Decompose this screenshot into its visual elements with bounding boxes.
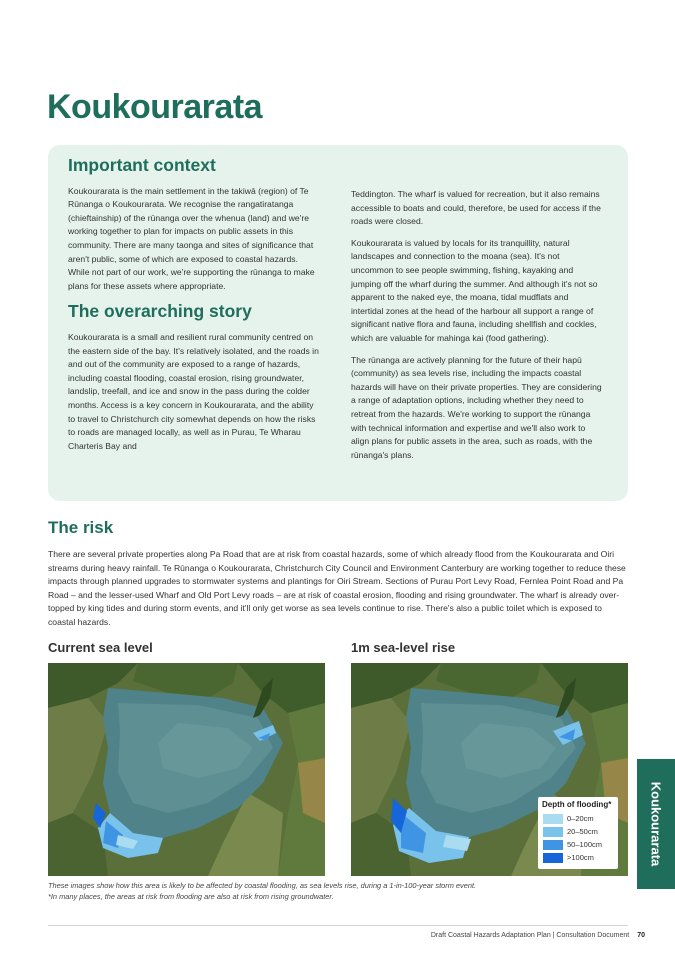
context-right-column (351, 188, 603, 470)
important-context-heading: Important context (68, 155, 216, 175)
footer-divider (48, 925, 628, 926)
flood-depth-legend (538, 797, 618, 869)
legend-item (543, 839, 618, 851)
risk-text: There are several private properties along Pa Road that are at risk from coastal hazards, some of which already flood from the Koukourarata and Oiri streams during heavy rainfall. Te Rūnanga o Koukourarata, Christchurch City Council and Environment Canterbury are working together to reduce these impacts through planned upgrades to stormwater systems and plantings for Oiri Stream. Sections of Purau Port Levy Road, Fernlea Point Road and Pa Road – and the lesser-used Wharf and Old Port Levy roads – are at risk of coastal erosion, flooding and rising groundwater. The wharf is already over-topped by king tides and during storm events, and it'll only get worse as sea levels continue to rise. There's also a public toilet which is exposed to coastal hazards. (48, 549, 626, 627)
legend-label: 20–50cm (567, 827, 598, 836)
overarching-story-text: Koukourarata is a small and resilient rural community centred on the eastern side of the bay. It's relatively isolated, and the roads in and out of the community are exposed to a range of hazards, including coastal flooding, coastal erosion, rising groundwater, landslip, treefall, and ice and snow in the pass during the colder months. Access is a key concern in Koukourarata, and the ability to travel to Christchurch city somewhat depends on how the risks to roads are managed locally, as well as in Purau, Te Wharau Charteris Bay and (68, 331, 319, 451)
page-title: Koukourarata (47, 88, 263, 126)
legend-swatch-20-50 (543, 827, 563, 837)
page-number: 70 (637, 932, 645, 939)
important-context-box (48, 145, 628, 501)
legend-item (543, 852, 618, 864)
footer-document-title: Draft Coastal Hazards Adaptation Plan | Consultation Document (430, 932, 630, 939)
legend-swatch-over-100 (543, 853, 563, 863)
context-paragraph-tranquillity: Koukourarata is valued by locals for its tranquillity, natural landscapes and connection to the moana (sea). It's not uncommon to see people swimming, fishing, kayaking and jumping off the wharf during the summer. And although it's not so apparent to the naked eye, the moana, tidal mudflats and intertidal zones at the head of the harbour all support a range of significant native flora and fauna, including shellfish and cockles, which are valuable for mahinga kai (food gathering). (351, 237, 598, 343)
overarching-story-heading: The overarching story (68, 301, 252, 322)
context-paragraph-teddington: Teddington. The wharf is valued for recreation, but it also remains accessible to boats and could, therefore, be used for access if the roads were closed. (351, 189, 601, 227)
legend-swatch-0-20 (543, 814, 563, 824)
section-side-tab (637, 759, 675, 889)
sea-level-rise-label: 1m sea-level rise (351, 640, 456, 655)
side-tab-label: Koukourarata (648, 781, 664, 867)
context-left-column (68, 155, 320, 461)
caption-line-2: *In many places, the areas at risk from flooding are also at risk from rising groundwater. (48, 892, 334, 901)
legend-item (543, 813, 618, 825)
caption-line-1: These images show how this area is likely to be affected by coastal flooding, as sea levels rise, during a 1-in-100-year storm event. (48, 881, 477, 890)
legend-swatch-50-100 (543, 840, 563, 850)
legend-label: 0–20cm (567, 814, 594, 823)
current-sea-level-label: Current sea level (48, 640, 153, 655)
risk-heading: The risk (48, 518, 114, 537)
legend-label: 50–100cm (567, 840, 603, 849)
legend-item (543, 826, 618, 838)
important-context-text: Koukourarata is the main settlement in the takiwā (region) of Te Rūnanga o Koukourarata. We recognise the rangatiratanga (chieftainship) of the rūnanga over the whenua (land) and we're working together to plan for impacts on public assets in this community. There are many taonga and sites of significance that aren't public, some of which are exposed to coastal hazards. While not part of our work, we're supporting the rūnanga to make plans for these assets where appropriate. (68, 185, 315, 291)
legend-title: Depth of flooding* (542, 800, 612, 809)
map-current-sea-level (48, 663, 325, 876)
map-caption (48, 880, 628, 902)
legend-label: >100cm (567, 853, 594, 862)
context-paragraph-runanga-planning: The rūnanga are actively planning for the future of their hapū (community) as sea levels rise, including the impacts coastal hazards will have on their private properties. They are considering a range of adaptation options, including whether they need to retreat from the hazards. We're working to support the rūnanga with technical information and expertise and we'll also work to align plans for public assets in the area, such as roads, with the rūnanga's plans. (351, 354, 602, 460)
footer (431, 932, 645, 939)
